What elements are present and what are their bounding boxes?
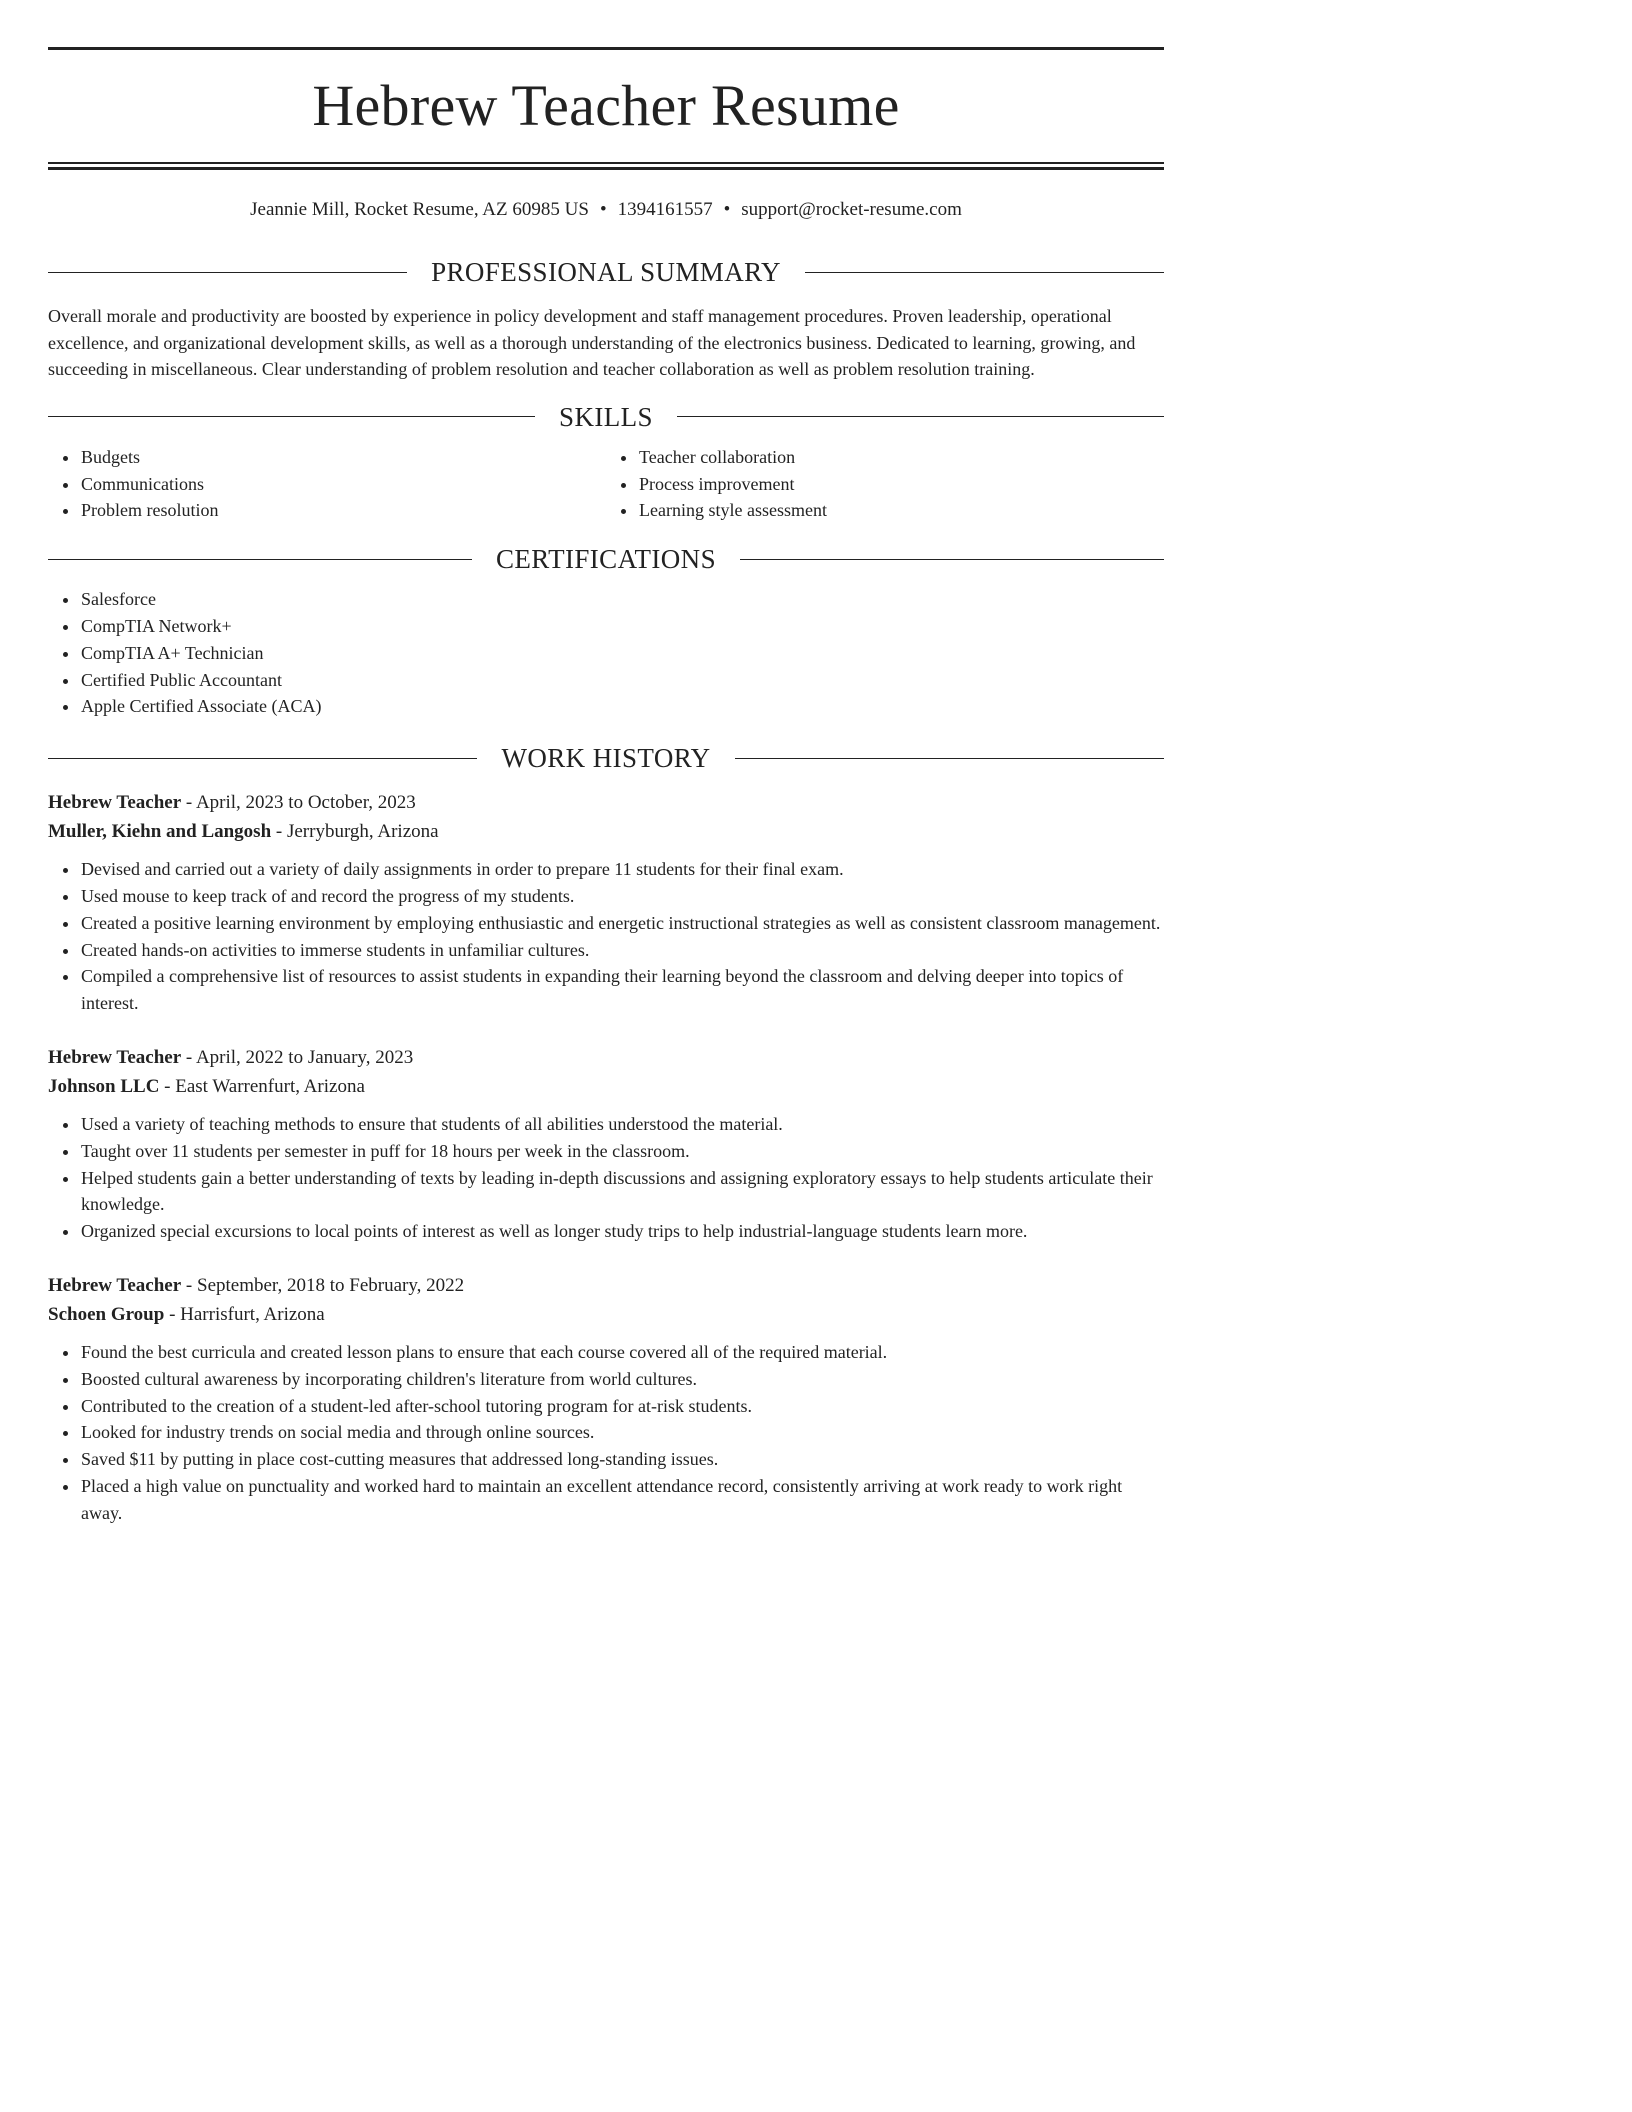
- job-title-line: [48, 1271, 1164, 1300]
- contact-phone: 1394161557: [617, 199, 713, 220]
- work-history-heading: WORK HISTORY: [501, 743, 711, 774]
- heading-rule-left: [48, 559, 472, 560]
- job-company-line: [48, 1072, 1164, 1101]
- work-heading-row: [48, 742, 1164, 774]
- job-dates: - September, 2018 to February, 2022: [181, 1274, 465, 1296]
- job-bullets: [48, 1111, 1164, 1245]
- certification-item: • CompTIA Network+: [80, 613, 1164, 640]
- job-bullet: • Taught over 11 students per semester in puff for 18 hours per week in the classroom.: [80, 1138, 1164, 1165]
- summary-paragraph: Overall morale and productivity are boosted by experience in policy development and staff management procedures. Proven leadership, operational excellence, and organizational development skills, as well as a thorough understanding of the electronics business. Dedicated to learning, growing, and succeeding in miscellaneous. Clear understanding of problem resolution and teacher collaboration as well as problem resolution training.: [48, 306, 1136, 380]
- heading-rule-right: [735, 758, 1164, 759]
- skill-item: • Problem resolution: [80, 497, 606, 524]
- heading-rule-left: [48, 272, 407, 273]
- summary-heading-row: [48, 256, 1164, 288]
- heading-rule-right: [740, 559, 1164, 560]
- job-bullet: • Saved $11 by putting in place cost-cutting measures that addressed long-standing issues.: [80, 1446, 1164, 1473]
- job-bullets: [48, 856, 1164, 1017]
- job-entry: [48, 788, 1164, 1017]
- skills-grid: [48, 444, 1164, 524]
- job-company-line: [48, 1300, 1164, 1329]
- job-bullet: • Looked for industry trends on social media and through online sources.: [80, 1419, 1164, 1446]
- job-bullet: • Created a positive learning environment by employing enthusiastic and energetic instructional strategies as well as consistent classroom management.: [80, 910, 1164, 937]
- job-bullets: [48, 1339, 1164, 1527]
- resume-page: [48, 47, 1164, 1527]
- heading-rule-right: [805, 272, 1164, 273]
- job-bullet: • Compiled a comprehensive list of resources to assist students in expanding their learning beyond the classroom and delving deeper into topics of interest.: [80, 963, 1164, 1017]
- job-company: Muller, Kiehn and Langosh: [48, 821, 272, 843]
- contact-address: Jeannie Mill, Rocket Resume, AZ 60985 US: [250, 199, 589, 220]
- certification-item: • Salesforce: [80, 586, 1164, 613]
- contact-separator: •: [723, 199, 731, 220]
- certification-item: • CompTIA A+ Technician: [80, 640, 1164, 667]
- job-bullet: • Contributed to the creation of a student-led after-school tutoring program for at-risk students.: [80, 1393, 1164, 1420]
- skill-item: • Budgets: [80, 444, 606, 471]
- skill-item: • Learning style assessment: [638, 497, 1164, 524]
- job-title-line: [48, 788, 1164, 817]
- job-title-line: [48, 1043, 1164, 1072]
- job-bullet: • Created hands-on activities to immerse students in unfamiliar cultures.: [80, 937, 1164, 964]
- certifications-list: [48, 586, 1164, 720]
- job-bullet: • Devised and carried out a variety of daily assignments in order to prepare 11 students for their final exam.: [80, 856, 1164, 883]
- job-bullet: • Helped students gain a better understanding of texts by leading in-depth discussions and assigning exploratory essays to help students articulate their knowledge.: [80, 1165, 1164, 1219]
- job-title: Hebrew Teacher: [48, 1274, 182, 1296]
- resume-title: Hebrew Teacher Resume: [312, 73, 900, 138]
- job-bullet: • Used mouse to keep track of and record the progress of my students.: [80, 883, 1164, 910]
- summary-heading: PROFESSIONAL SUMMARY: [431, 257, 781, 287]
- header-double-rule: [48, 162, 1164, 170]
- certifications-heading: CERTIFICATIONS: [496, 544, 716, 575]
- job-location: - East Warrenfurt, Arizona: [159, 1075, 365, 1097]
- job-company: Schoen Group: [48, 1303, 165, 1325]
- skills-list-left: [48, 444, 606, 524]
- certification-item: • Certified Public Accountant: [80, 667, 1164, 694]
- job-company-line: [48, 817, 1164, 846]
- skill-item: • Teacher collaboration: [638, 444, 1164, 471]
- job-bullet: • Found the best curricula and created lesson plans to ensure that each course covered all of the required material.: [80, 1339, 1164, 1366]
- job-entry: [48, 1043, 1164, 1245]
- job-bullet: • Placed a high value on punctuality and worked hard to maintain an excellent attendance record, consistently arriving at work ready to work right away.: [80, 1473, 1164, 1527]
- contact-email: support@rocket-resume.com: [741, 199, 962, 220]
- job-bullet: • Used a variety of teaching methods to ensure that students of all abilities understood the material.: [80, 1111, 1164, 1138]
- job-company: Johnson LLC: [48, 1075, 160, 1097]
- heading-rule-left: [48, 416, 535, 417]
- header-top-rule: [48, 47, 1164, 50]
- skills-heading-row: [48, 401, 1164, 433]
- job-dates: - April, 2022 to January, 2023: [181, 1046, 414, 1068]
- contact-line: [48, 198, 1164, 222]
- job-location: - Jerryburgh, Arizona: [271, 821, 439, 843]
- job-bullet: • Boosted cultural awareness by incorporating children's literature from world cultures.: [80, 1366, 1164, 1393]
- contact-separator: •: [599, 199, 607, 220]
- skill-item: • Communications: [80, 471, 606, 498]
- skill-item: • Process improvement: [638, 471, 1164, 498]
- job-dates: - April, 2023 to October, 2023: [181, 792, 416, 814]
- skills-heading: SKILLS: [559, 401, 653, 432]
- job-location: - Harrisfurt, Arizona: [164, 1303, 325, 1325]
- certifications-heading-row: [48, 543, 1164, 575]
- heading-rule-left: [48, 758, 477, 759]
- certification-item: • Apple Certified Associate (ACA): [80, 693, 1164, 720]
- job-title: Hebrew Teacher: [48, 1046, 182, 1068]
- job-bullet: • Organized special excursions to local points of interest as well as longer study trips to help industrial-language students learn more.: [80, 1218, 1164, 1245]
- heading-rule-right: [677, 416, 1164, 417]
- job-title: Hebrew Teacher: [48, 792, 182, 814]
- skills-list-right: [606, 444, 1164, 524]
- job-entry: [48, 1271, 1164, 1527]
